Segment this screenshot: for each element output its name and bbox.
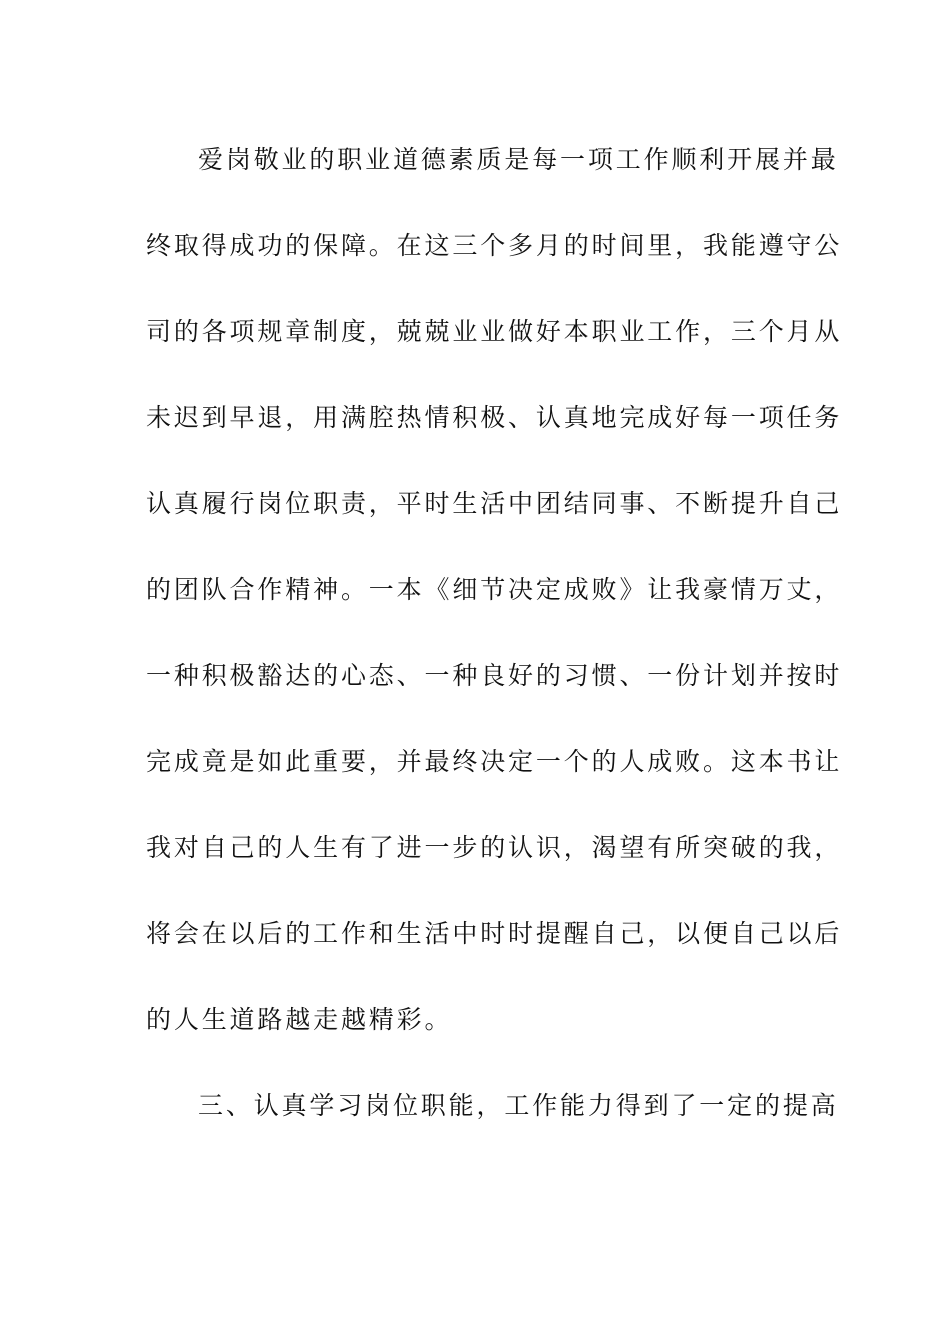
paragraph-line: 认真履行岗位职责，平时生活中团结同事、不断提升自己 xyxy=(146,489,843,518)
section-heading: 三、认真学习岗位职能，工作能力得到了一定的提高 xyxy=(198,1091,839,1120)
paragraph-line: 的人生道路越走越精彩。 xyxy=(146,1005,453,1034)
paragraph-line: 一种积极豁达的心态、一种良好的习惯、一份计划并按时 xyxy=(146,661,843,690)
paragraph-line: 未迟到早退，用满腔热情积极、认真地完成好每一项任务 xyxy=(146,403,843,432)
paragraph-line: 的团队合作精神。一本《细节决定成败》让我豪情万丈， xyxy=(146,575,843,604)
paragraph-line: 终取得成功的保障。在这三个多月的时间里，我能遵守公 xyxy=(146,231,843,260)
paragraph-line: 将会在以后的工作和生活中时时提醒自己，以便自己以后 xyxy=(146,919,843,948)
body-text xyxy=(146,132,843,1164)
paragraph-line: 司的各项规章制度，兢兢业业做好本职业工作，三个月从 xyxy=(146,317,843,346)
paragraph-line: 完成竟是如此重要，并最终决定一个的人成败。这本书让 xyxy=(146,747,843,776)
paragraph-line: 我对自己的人生有了进一步的认识，渴望有所突破的我， xyxy=(146,833,843,862)
paragraph-line: 爱岗敬业的职业道德素质是每一项工作顺利开展并最 xyxy=(198,145,839,174)
